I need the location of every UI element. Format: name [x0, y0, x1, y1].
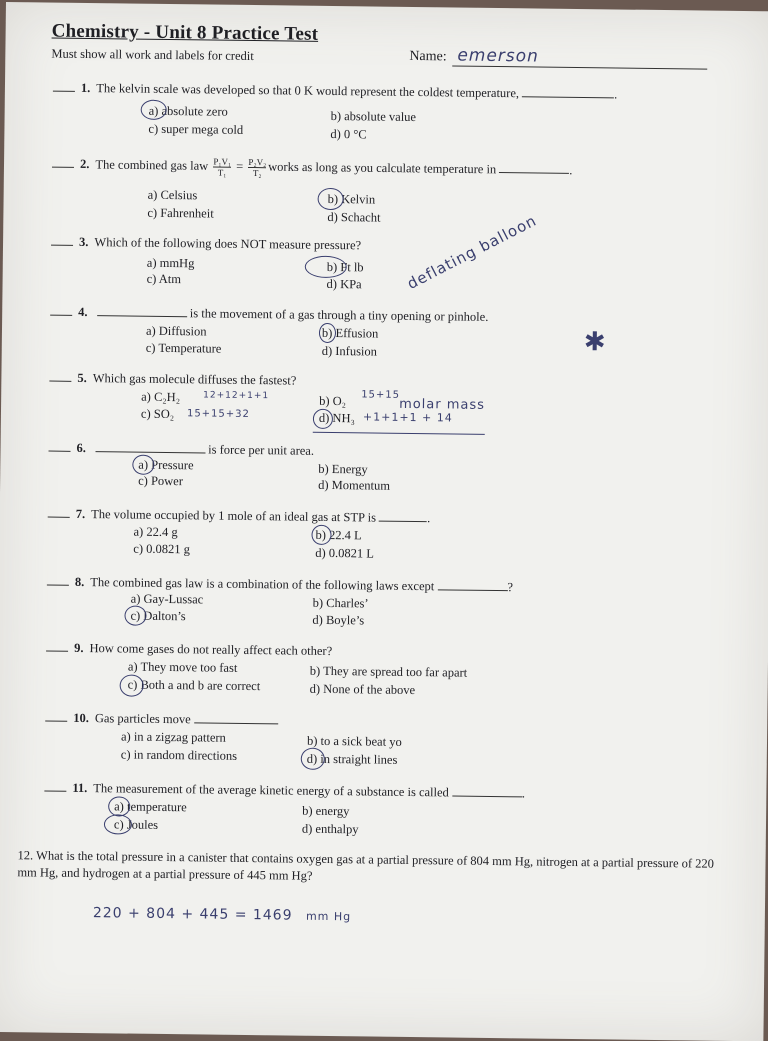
q7-option-b: b) 22.4 L	[315, 527, 362, 543]
q3-option-d: d) KPa	[326, 276, 362, 292]
answer-blank	[49, 381, 71, 382]
answer-blank	[51, 245, 73, 246]
q10-option-d: d) in straight lines	[306, 751, 398, 767]
q2-option-a: a) Celsius	[147, 187, 198, 203]
test-sheet	[0, 2, 768, 1041]
question-1: 1. The kelvin scale was developed so that 0 K would represent the coldest temperature, .	[53, 79, 618, 103]
q4-option-c: c) Temperature	[145, 340, 222, 356]
answer-circle	[120, 674, 144, 696]
handwritten-work: 15+15	[361, 389, 401, 401]
fraction-right: $\frac{\text{P₂V₂}}{\text{T₂}}$	[248, 156, 267, 179]
q11-option-c: c) Joules	[113, 817, 159, 832]
question-12: 12. What is the total pressure in a canister that contains oxygen gas at a partial pressure of 804 mm Hg, nitrogen at a partial pressure of 220 mm Hg, and hydrogen at a partial pressure of 445 mm Hg?	[17, 848, 715, 883]
q8-option-c: c) Dalton’s	[130, 608, 186, 624]
answer-blank	[44, 791, 66, 792]
q7-option-a: a) 22.4 g	[133, 524, 178, 540]
q8-option-a: a) Gay-Lussac	[130, 591, 204, 607]
answer-blank	[49, 451, 71, 452]
q3-option-c: c) Atm	[146, 271, 182, 287]
answer-blank	[52, 167, 74, 168]
handwritten-note: deflating balloon	[404, 211, 540, 293]
question-11: 11. The measurement of the average kinetic energy of a substance is called .	[44, 779, 525, 802]
q5-option-b: b) O₂	[319, 393, 347, 409]
answer-circle	[132, 455, 154, 475]
question-9: 9. How come gases do not really affect each other?	[46, 641, 332, 659]
fill-blank	[97, 303, 187, 317]
q6-option-a: a) Pressure	[138, 457, 194, 473]
q2-option-c: c) Fahrenheit	[147, 205, 214, 221]
answer-circle	[311, 525, 331, 545]
fill-blank	[522, 84, 614, 98]
fill-blank	[437, 577, 507, 591]
q1-option-d: d) 0 °C	[330, 126, 367, 142]
question-5: 5. Which gas molecule diffuses the fastest?	[49, 371, 296, 389]
q6-option-c: c) Power	[138, 473, 184, 489]
fill-blank	[194, 710, 278, 724]
q3-option-a: a) mmHg	[146, 255, 195, 271]
q7-option-c: c) 0.0821 g	[133, 541, 191, 557]
q6-option-b: b) Energy	[318, 461, 368, 477]
name-line	[452, 65, 707, 69]
q2-option-d: d) Schacht	[327, 209, 381, 225]
answer-blank	[47, 585, 69, 586]
answer-circle	[305, 256, 347, 279]
answer-blank	[45, 721, 67, 722]
handwritten-work: 12+12+1+1	[203, 390, 270, 402]
fill-blank	[452, 784, 522, 798]
answer-circle	[313, 409, 333, 429]
question-2: 2. The combined gas law $\frac{\text{P₁V₁}}{\text{T₁}}$ = $\frac{\text{P₂V₂}}{\text{T₂}}$ works as long as you calculate temperature in .	[52, 155, 573, 182]
q8-option-b: b) Charles’	[312, 595, 369, 611]
question-3: 3. Which of the following does NOT measure pressure?	[51, 235, 361, 254]
instructions: Must show all work and labels for credit	[51, 46, 254, 64]
q5-option-c: c) SO₂	[140, 406, 175, 422]
handwritten-work: +1+1+1 + 14	[362, 410, 453, 425]
q11-option-b: b) energy	[302, 803, 350, 819]
answer-circle	[141, 100, 167, 120]
page-title: Chemistry - Unit 8 Practice Test	[51, 20, 319, 45]
answer-blank	[48, 517, 70, 518]
fill-blank	[379, 509, 427, 523]
q7-option-d: d) 0.0821 L	[315, 545, 375, 561]
handwritten-underline	[313, 432, 485, 435]
answer-circle	[124, 605, 146, 625]
q9-option-b: b) They are spread too far apart	[309, 663, 468, 680]
fill-blank	[95, 439, 205, 453]
q1-option-a: a) absolute zero	[148, 103, 228, 119]
q10-option-c: c) in random directions	[120, 747, 238, 763]
q1-option-c: c) super mega cold	[148, 121, 244, 137]
q9-option-d: d) None of the above	[309, 681, 416, 698]
name-label: Name:	[409, 48, 447, 65]
q5-option-a: a) C₂H₂	[141, 389, 181, 405]
q10-option-b: b) to a sick beat yo	[306, 733, 402, 749]
star-mark: ✱	[583, 327, 606, 357]
question-7: 7. The volume occupied by 1 mole of an ideal gas at STP is .	[48, 505, 431, 527]
q4-option-d: d) Infusion	[321, 343, 378, 359]
q8-option-d: d) Boyle’s	[312, 612, 365, 628]
answer-blank	[46, 651, 68, 652]
q11-option-a: a) temperature	[114, 799, 187, 815]
q5-option-d: d) NH₃	[318, 410, 355, 426]
q9-option-a: a) They move too fast	[127, 659, 238, 675]
q2-option-b: b) Kelvin	[327, 191, 376, 207]
handwritten-note: molar mass	[399, 396, 486, 413]
question-4: 4. is the movement of a gas through a tiny opening or pinhole.	[50, 303, 488, 325]
q6-option-d: d) Momentum	[318, 477, 391, 493]
name-value: emerson	[457, 45, 539, 67]
answer-blank	[50, 315, 72, 316]
answer-blank	[53, 91, 75, 92]
question-8: 8. The combined gas law is a combination of the following laws except ?	[47, 573, 513, 596]
q9-option-c: c) Both a and b are correct	[127, 677, 261, 694]
question-6: 6. is force per unit area.	[48, 439, 314, 459]
handwritten-work: 220 + 804 + 445 = 1469 mm Hg	[92, 905, 352, 924]
answer-circle	[104, 814, 132, 834]
q10-option-a: a) in a zigzag pattern	[120, 729, 226, 745]
handwritten-work: 15+15+32	[186, 408, 250, 421]
answer-circle	[301, 748, 325, 770]
fraction-left: $\frac{\text{P₁V₁}}{\text{T₁}}$	[213, 156, 232, 178]
q4-option-b: b) Effusion	[321, 325, 379, 341]
answer-circle	[317, 188, 343, 210]
q4-option-a: a) Diffusion	[145, 323, 207, 339]
q3-option-b: b) Ft lb	[326, 259, 364, 275]
q11-option-d: d) enthalpy	[301, 821, 359, 837]
question-10: 10. Gas particles move	[45, 709, 278, 729]
fill-blank	[499, 160, 569, 174]
q1-option-b: b) absolute value	[330, 108, 417, 125]
